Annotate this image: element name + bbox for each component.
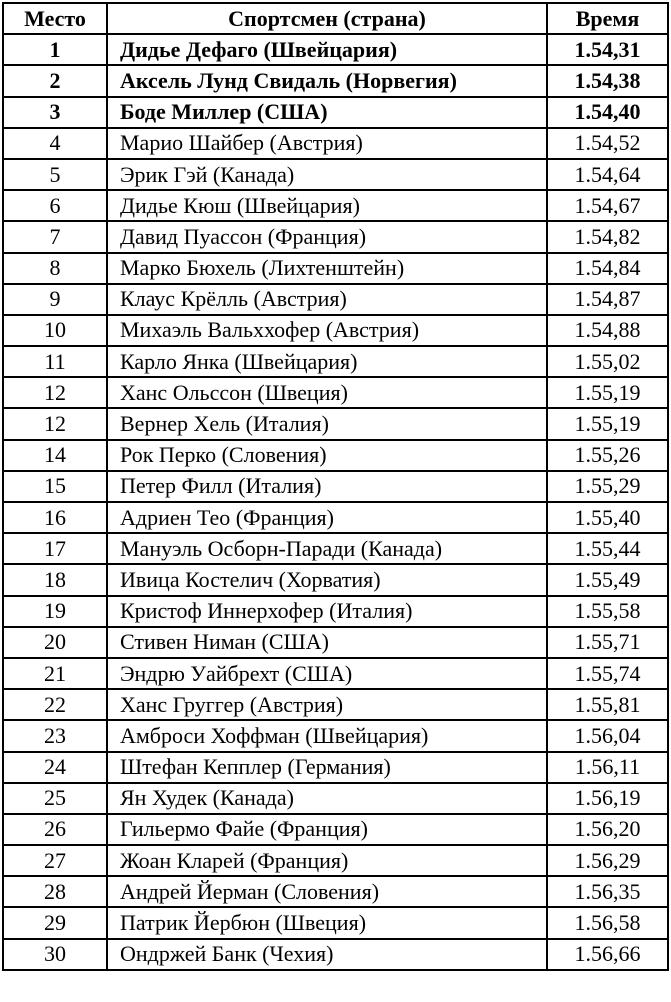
- table-row: [3, 907, 668, 938]
- place-cell: 20: [3, 627, 107, 658]
- athlete-cell: Кристоф Иннерхофер (Италия): [107, 596, 547, 627]
- table-row: [3, 627, 668, 658]
- place-cell: 7: [3, 221, 107, 252]
- time-cell: 1.54,87: [547, 284, 668, 315]
- place-cell: 8: [3, 253, 107, 284]
- time-cell: 1.55,26: [547, 440, 668, 471]
- results-table: [2, 2, 669, 971]
- place-cell: 14: [3, 440, 107, 471]
- table-row: [3, 284, 668, 315]
- results-body: [3, 34, 668, 970]
- table-row: [3, 253, 668, 284]
- table-row: [3, 65, 668, 96]
- table-row: [3, 689, 668, 720]
- place-cell: 17: [3, 533, 107, 564]
- place-cell: 29: [3, 907, 107, 938]
- athlete-cell: Клаус Крёлль (Австрия): [107, 284, 547, 315]
- time-cell: 1.55,44: [547, 533, 668, 564]
- athlete-cell: Амброси Хоффман (Швейцария): [107, 720, 547, 751]
- place-cell: 4: [3, 128, 107, 159]
- athlete-cell: Ян Худек (Канада): [107, 783, 547, 814]
- table-row: [3, 159, 668, 190]
- header-row: [3, 3, 668, 34]
- table-row: [3, 783, 668, 814]
- table-row: [3, 939, 668, 970]
- place-cell: 21: [3, 658, 107, 689]
- athlete-cell: Петер Филл (Италия): [107, 471, 547, 502]
- place-cell: 12: [3, 377, 107, 408]
- table-row: [3, 596, 668, 627]
- place-cell: 28: [3, 876, 107, 907]
- table-row: [3, 876, 668, 907]
- table-row: [3, 814, 668, 845]
- time-cell: 1.56,35: [547, 876, 668, 907]
- athlete-cell: Штефан Кепплер (Германия): [107, 752, 547, 783]
- place-cell: 6: [3, 190, 107, 221]
- place-cell: 18: [3, 564, 107, 595]
- place-cell: 5: [3, 159, 107, 190]
- athlete-cell: Марко Бюхель (Лихтенштейн): [107, 253, 547, 284]
- table-row: [3, 564, 668, 595]
- time-cell: 1.54,64: [547, 159, 668, 190]
- time-cell: 1.55,49: [547, 564, 668, 595]
- table-row: [3, 97, 668, 128]
- place-cell: 12: [3, 408, 107, 439]
- place-cell: 23: [3, 720, 107, 751]
- header-place: Место: [3, 3, 107, 34]
- time-cell: 1.54,82: [547, 221, 668, 252]
- table-row: [3, 533, 668, 564]
- place-cell: 9: [3, 284, 107, 315]
- athlete-cell: Эрик Гэй (Канада): [107, 159, 547, 190]
- header-time: Время: [547, 3, 668, 34]
- place-cell: 1: [3, 34, 107, 65]
- athlete-cell: Боде Миллер (США): [107, 97, 547, 128]
- athlete-cell: Ондржей Банк (Чехия): [107, 939, 547, 970]
- time-cell: 1.54,84: [547, 253, 668, 284]
- place-cell: 16: [3, 502, 107, 533]
- athlete-cell: Стивен Ниман (США): [107, 627, 547, 658]
- athlete-cell: Марио Шайбер (Австрия): [107, 128, 547, 159]
- time-cell: 1.56,19: [547, 783, 668, 814]
- time-cell: 1.55,29: [547, 471, 668, 502]
- time-cell: 1.54,67: [547, 190, 668, 221]
- time-cell: 1.56,11: [547, 752, 668, 783]
- time-cell: 1.54,31: [547, 34, 668, 65]
- table-row: [3, 471, 668, 502]
- time-cell: 1.55,81: [547, 689, 668, 720]
- athlete-cell: Вернер Хель (Италия): [107, 408, 547, 439]
- time-cell: 1.54,40: [547, 97, 668, 128]
- time-cell: 1.55,58: [547, 596, 668, 627]
- table-row: [3, 752, 668, 783]
- place-cell: 11: [3, 346, 107, 377]
- table-row: [3, 190, 668, 221]
- place-cell: 26: [3, 814, 107, 845]
- time-cell: 1.55,19: [547, 408, 668, 439]
- time-cell: 1.54,52: [547, 128, 668, 159]
- table-row: [3, 221, 668, 252]
- header-athlete: Спортсмен (страна): [107, 3, 547, 34]
- athlete-cell: Ханс Груггер (Австрия): [107, 689, 547, 720]
- athlete-cell: Рок Перко (Словения): [107, 440, 547, 471]
- table-row: [3, 315, 668, 346]
- table-row: [3, 346, 668, 377]
- place-cell: 30: [3, 939, 107, 970]
- place-cell: 19: [3, 596, 107, 627]
- athlete-cell: Андрей Йерман (Словения): [107, 876, 547, 907]
- table-row: [3, 128, 668, 159]
- table-row: [3, 440, 668, 471]
- athlete-cell: Ивица Костелич (Хорватия): [107, 564, 547, 595]
- athlete-cell: Ханс Ольссон (Швеция): [107, 377, 547, 408]
- athlete-cell: Аксель Лунд Свидаль (Норвегия): [107, 65, 547, 96]
- time-cell: 1.55,02: [547, 346, 668, 377]
- place-cell: 2: [3, 65, 107, 96]
- athlete-cell: Гильермо Файе (Франция): [107, 814, 547, 845]
- table-row: [3, 377, 668, 408]
- time-cell: 1.55,74: [547, 658, 668, 689]
- place-cell: 15: [3, 471, 107, 502]
- athlete-cell: Карло Янка (Швейцария): [107, 346, 547, 377]
- time-cell: 1.56,04: [547, 720, 668, 751]
- table-row: [3, 845, 668, 876]
- time-cell: 1.54,38: [547, 65, 668, 96]
- table-row: [3, 34, 668, 65]
- time-cell: 1.54,88: [547, 315, 668, 346]
- place-cell: 27: [3, 845, 107, 876]
- place-cell: 10: [3, 315, 107, 346]
- athlete-cell: Мануэль Осборн-Паради (Канада): [107, 533, 547, 564]
- place-cell: 24: [3, 752, 107, 783]
- table-row: [3, 502, 668, 533]
- time-cell: 1.55,71: [547, 627, 668, 658]
- athlete-cell: Жоан Кларей (Франция): [107, 845, 547, 876]
- place-cell: 25: [3, 783, 107, 814]
- time-cell: 1.55,40: [547, 502, 668, 533]
- athlete-cell: Михаэль Вальххофер (Австрия): [107, 315, 547, 346]
- table-row: [3, 408, 668, 439]
- athlete-cell: Патрик Йербюн (Швеция): [107, 907, 547, 938]
- athlete-cell: Дидье Дефаго (Швейцария): [107, 34, 547, 65]
- place-cell: 22: [3, 689, 107, 720]
- table-row: [3, 720, 668, 751]
- athlete-cell: Давид Пуассон (Франция): [107, 221, 547, 252]
- athlete-cell: Дидье Кюш (Швейцария): [107, 190, 547, 221]
- athlete-cell: Эндрю Уайбрехт (США): [107, 658, 547, 689]
- time-cell: 1.56,29: [547, 845, 668, 876]
- time-cell: 1.56,58: [547, 907, 668, 938]
- time-cell: 1.56,66: [547, 939, 668, 970]
- table-row: [3, 658, 668, 689]
- time-cell: 1.56,20: [547, 814, 668, 845]
- place-cell: 3: [3, 97, 107, 128]
- athlete-cell: Адриен Тео (Франция): [107, 502, 547, 533]
- time-cell: 1.55,19: [547, 377, 668, 408]
